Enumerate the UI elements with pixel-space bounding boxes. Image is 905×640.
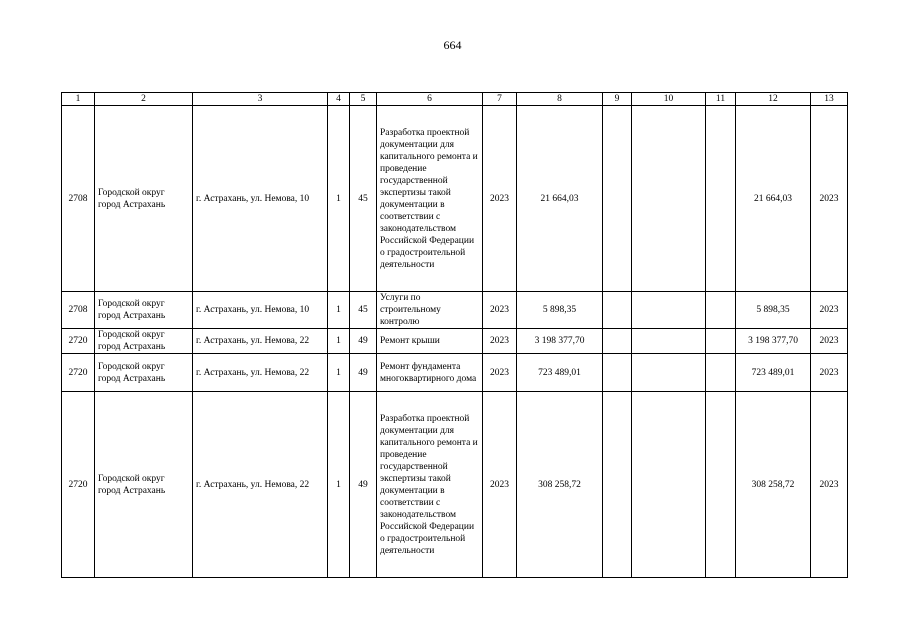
column-header-12: 12: [736, 93, 811, 106]
cell-address: г. Астрахань, ул. Немова, 10: [193, 106, 328, 292]
column-header-9: 9: [603, 93, 632, 106]
page-number: 664: [443, 38, 462, 52]
cell-col4: 1: [328, 106, 350, 292]
column-header-11: 11: [706, 93, 736, 106]
data-table: [61, 92, 848, 578]
cell-municipality: Городской округ город Астрахань: [95, 354, 193, 392]
cell-year: 2023: [483, 354, 517, 392]
table-row: [62, 329, 848, 354]
cell-col4: 1: [328, 392, 350, 578]
cell-col5: 49: [350, 392, 377, 578]
cell-col9: [603, 392, 632, 578]
column-header-3: 3: [193, 93, 328, 106]
table-row: [62, 354, 848, 392]
cell-address: г. Астрахань, ул. Немова, 22: [193, 354, 328, 392]
cell-number: 2720: [62, 354, 95, 392]
column-header-6: 6: [377, 93, 483, 106]
column-header-5: 5: [350, 93, 377, 106]
cell-municipality: Городской округ город Астрахань: [95, 292, 193, 329]
cell-col9: [603, 106, 632, 292]
cell-work-type: Услуги по строительному контролю: [377, 292, 483, 329]
cell-number: 2720: [62, 392, 95, 578]
cell-municipality: Городской округ город Астрахань: [95, 392, 193, 578]
column-header-4: 4: [328, 93, 350, 106]
column-header-10: 10: [632, 93, 706, 106]
cell-col10: [632, 354, 706, 392]
cell-col11: [706, 106, 736, 292]
cell-year: 2023: [483, 106, 517, 292]
cell-col4: 1: [328, 329, 350, 354]
cell-col9: [603, 354, 632, 392]
cell-number: 2720: [62, 329, 95, 354]
cell-municipality: Городской округ город Астрахань: [95, 106, 193, 292]
cell-address: г. Астрахань, ул. Немова, 22: [193, 392, 328, 578]
column-header-1: 1: [62, 93, 95, 106]
cell-number: 2708: [62, 106, 95, 292]
cell-cost-total: 5 898,35: [517, 292, 603, 329]
cell-work-type: Ремонт фундамента многоквартирного дома: [377, 354, 483, 392]
cell-work-type: Разработка проектной документации для капитального ремонта и проведение государственной экспертизы такой документации в соответствии с законодательством Российской Федерации о градостроительной деятельности: [377, 106, 483, 292]
cell-col11: [706, 329, 736, 354]
column-header-13: 13: [811, 93, 848, 106]
cell-cost-total: 308 258,72: [517, 392, 603, 578]
cell-col5: 49: [350, 329, 377, 354]
cell-cost-total: 21 664,03: [517, 106, 603, 292]
cell-completion-year: 2023: [811, 329, 848, 354]
cell-col9: [603, 292, 632, 329]
cell-cost-funding: 308 258,72: [736, 392, 811, 578]
cell-col11: [706, 392, 736, 578]
cell-col5: 45: [350, 106, 377, 292]
cell-col11: [706, 292, 736, 329]
cell-cost-funding: 723 489,01: [736, 354, 811, 392]
column-header-2: 2: [95, 93, 193, 106]
cell-work-type: Разработка проектной документации для капитального ремонта и проведение государственной экспертизы такой документации в соответствии с законодательством Российской Федерации о градостроительной деятельности: [377, 392, 483, 578]
cell-completion-year: 2023: [811, 354, 848, 392]
cell-col10: [632, 329, 706, 354]
column-header-8: 8: [517, 93, 603, 106]
cell-cost-funding: 21 664,03: [736, 106, 811, 292]
cell-col11: [706, 354, 736, 392]
cell-col4: 1: [328, 292, 350, 329]
cell-cost-total: 3 198 377,70: [517, 329, 603, 354]
cell-col5: 45: [350, 292, 377, 329]
cell-completion-year: 2023: [811, 392, 848, 578]
cell-number: 2708: [62, 292, 95, 329]
cell-year: 2023: [483, 329, 517, 354]
column-header-7: 7: [483, 93, 517, 106]
cell-col10: [632, 292, 706, 329]
cell-col5: 49: [350, 354, 377, 392]
cell-completion-year: 2023: [811, 292, 848, 329]
cell-completion-year: 2023: [811, 106, 848, 292]
cell-col9: [603, 329, 632, 354]
header-row: [62, 93, 848, 106]
table-row: [62, 292, 848, 329]
cell-cost-funding: 5 898,35: [736, 292, 811, 329]
cell-col4: 1: [328, 354, 350, 392]
cell-col10: [632, 106, 706, 292]
cell-year: 2023: [483, 292, 517, 329]
table-row: [62, 106, 848, 292]
cell-work-type: Ремонт крыши: [377, 329, 483, 354]
cell-municipality: Городской округ город Астрахань: [95, 329, 193, 354]
cell-address: г. Астрахань, ул. Немова, 22: [193, 329, 328, 354]
table-row: [62, 392, 848, 578]
cell-col10: [632, 392, 706, 578]
cell-cost-funding: 3 198 377,70: [736, 329, 811, 354]
cell-year: 2023: [483, 392, 517, 578]
cell-cost-total: 723 489,01: [517, 354, 603, 392]
cell-address: г. Астрахань, ул. Немова, 10: [193, 292, 328, 329]
